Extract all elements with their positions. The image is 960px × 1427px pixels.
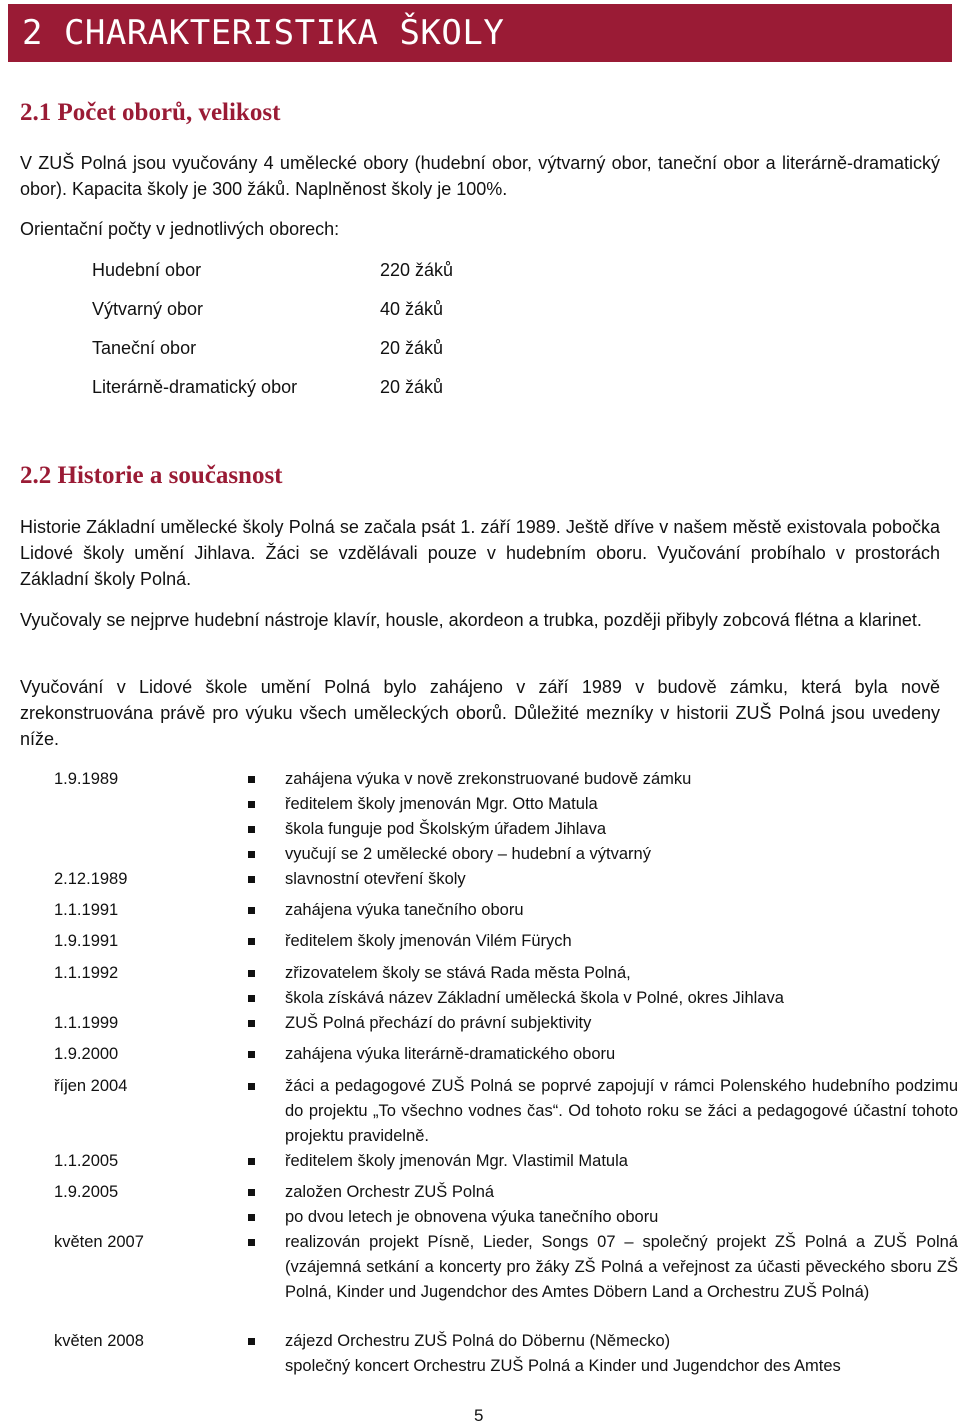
field-name: Hudební obor (92, 260, 202, 280)
field-row (92, 296, 443, 322)
section-heading-2-1: 2.1 Počet oborů, velikost (20, 99, 281, 126)
chapter-banner: 2 CHARAKTERISTIKA ŠKOLY (8, 4, 952, 62)
timeline-item: zájezd Orchestru ZUŠ Polná do Döbernu (Německo) (248, 1329, 958, 1354)
timeline-item: vyučují se 2 umělecké obory – hudební a výtvarný (248, 842, 958, 867)
field-count: 40 žáků (380, 299, 444, 319)
timeline-date: 1.1.1999 (54, 1014, 119, 1032)
timeline-item: zahájena výuka literárně-dramatického oboru (248, 1042, 958, 1067)
timeline-date: 1.9.1989 (54, 770, 119, 788)
timeline-date: 1.9.1991 (54, 932, 119, 950)
timeline-item: ředitelem školy jmenován Mgr. Vlastimil Matula (248, 1149, 958, 1174)
field-row (92, 257, 453, 283)
intro-paragraph: V ZUŠ Polná jsou vyučovány 4 umělecké obory (hudební obor, výtvarný obor, taneční obor a literárně-dramatický obor). Kapacita školy je 300 žáků. Naplněnost školy je 100%. (20, 153, 940, 199)
timeline-date: 1.1.2005 (54, 1152, 119, 1170)
timeline-item: ředitelem školy jmenován Vilém Fürych (248, 929, 958, 954)
timeline-date: květen 2008 (54, 1332, 144, 1350)
timeline-date: 1.1.1992 (54, 964, 119, 982)
field-count: 20 žáků (380, 338, 444, 358)
timeline-item: škola funguje pod Školským úřadem Jihlava (248, 817, 958, 842)
timeline-date: 2.12.1989 (54, 870, 128, 888)
timeline-date: říjen 2004 (54, 1077, 128, 1095)
timeline-item: založen Orchestr ZUŠ Polná (248, 1180, 958, 1205)
timeline-item: společný koncert Orchestru ZUŠ Polná a Kinder und Jugendchor des Amtes (285, 1357, 841, 1375)
history-paragraph-1: Historie Základní umělecké školy Polná se začala psát 1. září 1989. Ještě dříve v našem městě existovala pobočka Lidové školy umění Jihlava. Žáci se vzdělávali pouze v hudebním oboru. Vyučování probíhalo v prostorách Základní školy Polná. (20, 517, 940, 589)
timeline-item: ZUŠ Polná přechází do právní subjektivity (248, 1011, 958, 1036)
field-row (92, 335, 443, 361)
timeline-item: slavnostní otevření školy (248, 867, 958, 892)
field-name: Taneční obor (92, 338, 197, 358)
section-heading-2-2: 2.2 Historie a současnost (20, 462, 283, 489)
timeline-item: realizován projekt Písně, Lieder, Songs 07 – společný projekt ZŠ Polná a ZUŠ Polná (vzájemná setkání a koncerty pro žáky ZŠ Polná a veřejnost za účasti pěveckého sboru ZŠ Polná, Kinder und Jugendchor des Amtes Döbern Land a Orchestru ZUŠ Polná) (248, 1230, 958, 1305)
timeline-item: zřizovatelem školy se stává Rada města Polná, (248, 961, 958, 986)
field-row (92, 374, 443, 400)
history-paragraph-2: Vyučovaly se nejprve hudební nástroje klavír, housle, akordeon a trubka, později přibyly zobcová flétna a klarinet. (20, 610, 922, 630)
timeline-item: zahájena výuka v nově zrekonstruované budově zámku (248, 767, 958, 792)
field-name: Výtvarný obor (92, 299, 204, 319)
timeline-item: ředitelem školy jmenován Mgr. Otto Matula (248, 792, 958, 817)
field-count: 20 žáků (380, 377, 444, 397)
timeline-item: zahájena výuka tanečního oboru (248, 898, 958, 923)
timeline-item: škola získává název Základní umělecká škola v Polné, okres Jihlava (248, 986, 958, 1011)
field-count: 220 žáků (380, 260, 454, 280)
page-number: 5 (474, 1406, 484, 1425)
timeline-item: žáci a pedagogové ZUŠ Polná se poprvé zapojují v rámci Polenského hudebního podzimu do projektu „To všechno vodnes čas“. Od tohoto roku se žáci a pedagogové účastní tohoto projektu pravidelně. (248, 1074, 958, 1149)
timeline-date: 1.9.2005 (54, 1183, 119, 1201)
field-counts-intro: Orientační počty v jednotlivých oborech: (20, 219, 340, 239)
timeline-item: po dvou letech je obnovena výuka tanečního oboru (248, 1205, 958, 1230)
field-name: Literárně-dramatický obor (92, 377, 298, 397)
timeline-date: 1.1.1991 (54, 901, 119, 919)
timeline-date: květen 2007 (54, 1233, 144, 1251)
history-paragraph-3: Vyučování v Lidové škole umění Polná bylo zahájeno v září 1989 v budově zámku, která byla nově zrekonstruována právě pro výuku všech uměleckých oborů. Důležité mezníky v historii ZUŠ Polná jsou uvedeny níže. (20, 677, 940, 749)
timeline-date: 1.9.2000 (54, 1045, 119, 1063)
